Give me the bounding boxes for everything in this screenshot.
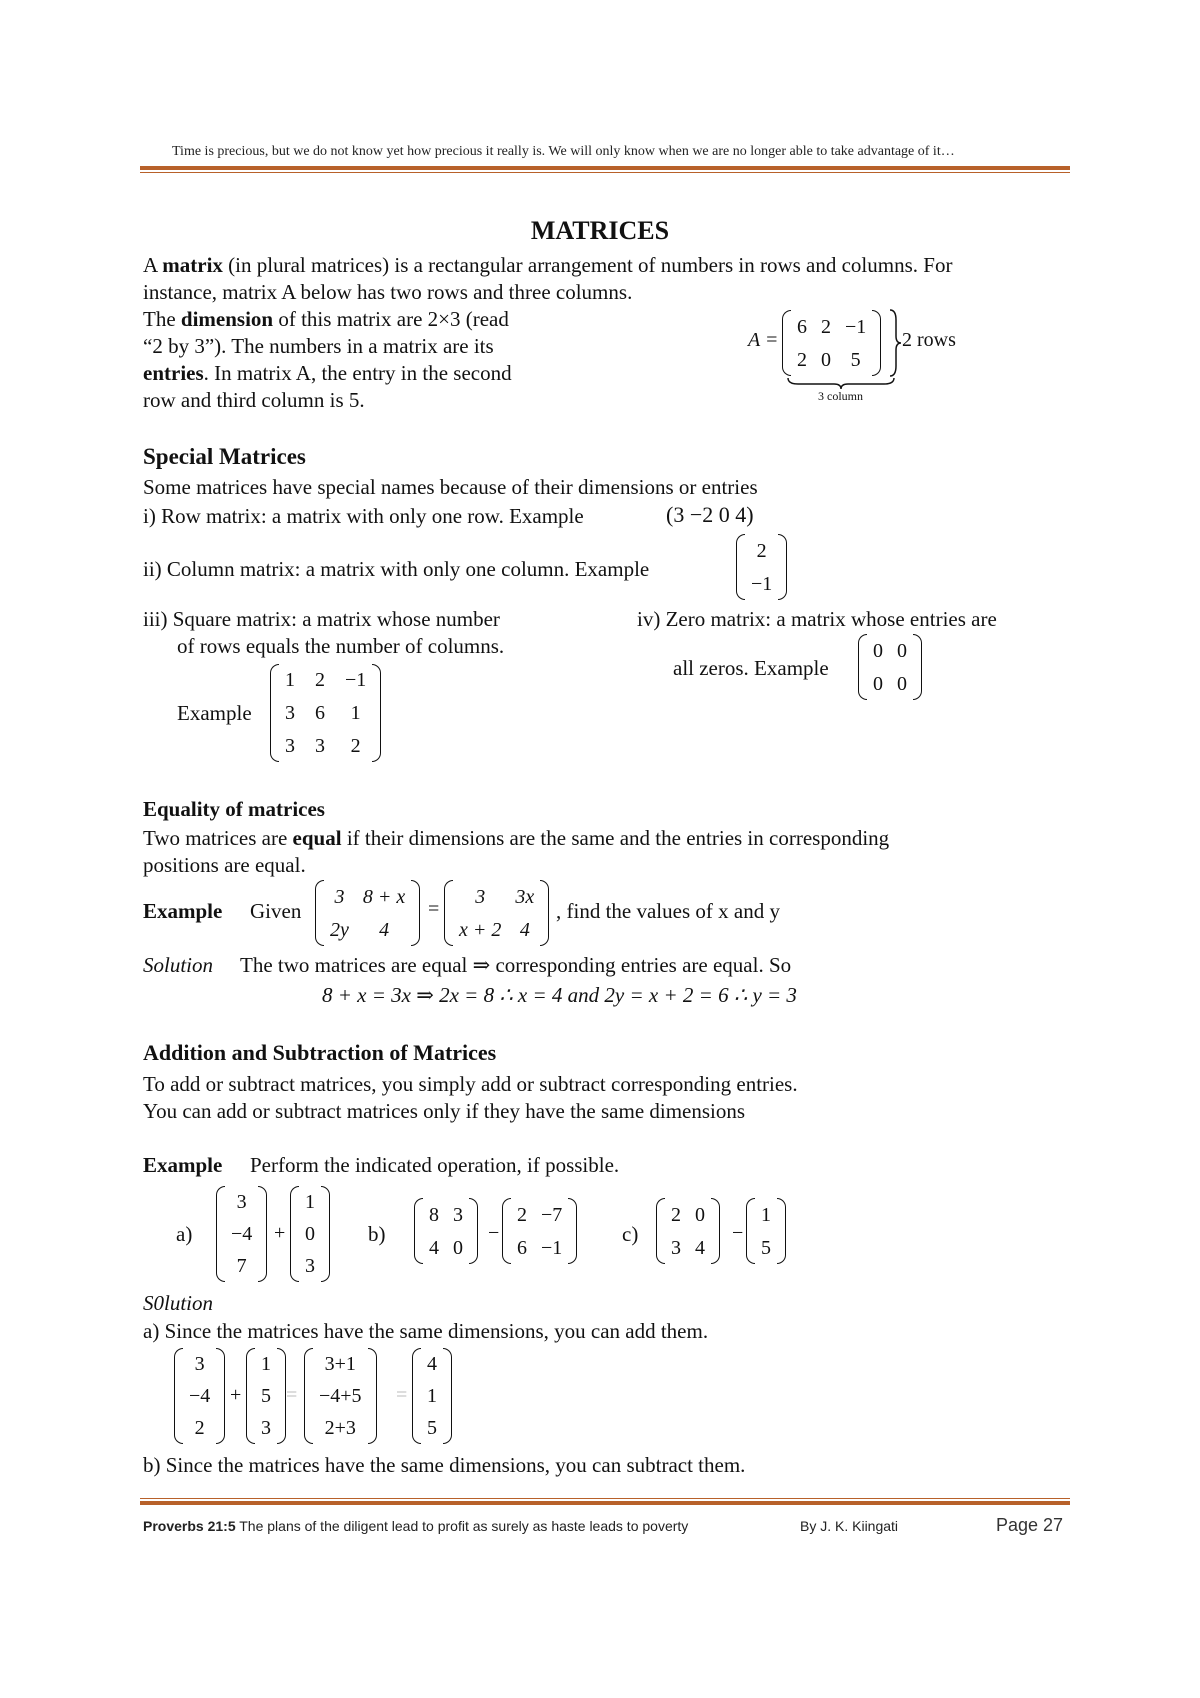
part-b-label: b)	[368, 1222, 386, 1246]
part-c-matrix-1: 2 0 3 4	[656, 1198, 720, 1264]
row-matrix-item: i) Row matrix: a matrix with only one row. Example	[143, 504, 584, 528]
intro-line-6: row and third column is 5.	[143, 388, 365, 412]
intro-line-1: A matrix (in plural matrices) is a rectangular arrangement of numbers in rows and columns. For	[143, 253, 953, 277]
special-line: Some matrices have special names because of their dimensions or entries	[143, 475, 758, 499]
addition-solution-label: S0lution	[143, 1291, 214, 1315]
solution-matrix-1: 3 −4 2	[174, 1348, 225, 1444]
intro-line-5: entries. In matrix A, the entry in the second	[143, 361, 512, 385]
header-rule	[140, 166, 1070, 170]
solution-matrix-3: 3+1 −4+5 2+3	[304, 1348, 377, 1444]
footer-author: By J. K. Kiingati	[800, 1518, 899, 1534]
part-a-label: a)	[176, 1222, 193, 1246]
zero-matrix-item-1: iv) Zero matrix: a matrix whose entries are	[637, 607, 997, 631]
part-a-matrix-1: 3 −4 7	[216, 1186, 267, 1282]
footer-reference: Proverbs 21:5 The plans of the diligent lead to profit as surely as haste leads to poverty	[143, 1518, 689, 1534]
solution-a-text: a) Since the matrices have the same dimensions, you can add them.	[143, 1319, 709, 1343]
equality-solution-text: The two matrices are equal ⇒ corresponding entries are equal. So	[240, 953, 792, 977]
equality-heading: Equality of matrices	[143, 797, 325, 821]
column-matrix-item: ii) Column matrix: a matrix with only one column. Example	[143, 557, 650, 581]
addition-example-text: Perform the indicated operation, if possible.	[250, 1153, 620, 1177]
matrix-a-label: A =	[748, 329, 779, 351]
addition-example-label: Example	[143, 1153, 223, 1177]
matrix-a: 6 2 −1 2 0 5	[782, 310, 881, 376]
footer-rule	[140, 1501, 1070, 1505]
equality-right-matrix: 3 3x x + 2 4	[444, 880, 549, 946]
rows-brace	[888, 308, 902, 378]
page-title: MATRICES	[530, 216, 670, 245]
columns-label: 3 column	[818, 389, 863, 403]
square-matrix-item-2: of rows equals the number of columns.	[177, 634, 505, 658]
equality-line-1: Two matrices are equal if their dimensions are the same and the entries in corresponding	[143, 826, 890, 850]
intro-line-3: The dimension of this matrix are 2×3 (read	[143, 307, 509, 331]
part-c-label: c)	[622, 1222, 639, 1246]
column-matrix-example: 2 −1	[736, 534, 787, 600]
header-quote: Time is precious, but we do not know yet how precious it really is. We will only know when we are no longer able to take advantage of it…	[172, 144, 955, 159]
equality-example-label: Example	[143, 899, 223, 923]
equality-find: , find the values of x and y	[556, 899, 780, 923]
row-matrix-example: (3 −2 0 4)	[666, 502, 754, 527]
page-number: Page 27	[996, 1515, 1064, 1535]
square-matrix-item-1: iii) Square matrix: a matrix whose number	[143, 607, 500, 631]
columns-brace	[786, 376, 896, 390]
equality-solution-math: 8 + x = 3x ⇒ 2x = 8 ∴ x = 4 and 2y = x + 2 = 6 ∴ y = 3	[322, 983, 797, 1007]
intro-line-4: “2 by 3”). The numbers in a matrix are its	[143, 334, 494, 358]
solution-matrix-4: 4 1 5	[412, 1348, 452, 1444]
square-matrix-example: 1 2 −1 3 6 1 3 3 2	[270, 664, 381, 762]
equality-solution-label: Solution	[143, 953, 214, 977]
zero-matrix-example: 0 0 0 0	[858, 634, 922, 700]
part-c-matrix-2: 1 5	[746, 1198, 786, 1264]
square-example-label: Example	[177, 701, 252, 725]
solution-matrix-2: 1 5 3	[246, 1348, 286, 1444]
part-b-minus: −	[488, 1222, 500, 1244]
part-a-matrix-2: 1 0 3	[290, 1186, 330, 1282]
intro-line-2: instance, matrix A below has two rows and three columns.	[143, 280, 633, 304]
solution-equals-2: =	[396, 1384, 408, 1406]
part-a-plus: +	[274, 1222, 286, 1244]
special-heading: Special Matrices	[143, 444, 306, 469]
zero-matrix-item-2: all zeros. Example	[673, 656, 829, 680]
part-c-minus: −	[732, 1222, 744, 1244]
solution-equals-1: =	[286, 1384, 298, 1406]
rows-label: 2 rows	[902, 329, 956, 351]
header-rule-thin	[140, 172, 1070, 173]
equals-sign: =	[428, 898, 440, 920]
addition-heading: Addition and Subtraction of Matrices	[143, 1040, 497, 1065]
addition-line-1: To add or subtract matrices, you simply add or subtract corresponding entries.	[143, 1072, 798, 1096]
equality-left-matrix: 3 8 + x 2y 4	[315, 880, 420, 946]
equality-line-2: positions are equal.	[143, 853, 306, 877]
solution-b-text: b) Since the matrices have the same dimensions, you can subtract them.	[143, 1453, 746, 1477]
equality-given: Given	[250, 899, 302, 923]
part-b-matrix-1: 8 3 4 0	[414, 1198, 478, 1264]
solution-plus: +	[230, 1384, 242, 1406]
part-b-matrix-2: 2 −7 6 −1	[502, 1198, 577, 1264]
addition-line-2: You can add or subtract matrices only if they have the same dimensions	[143, 1099, 746, 1123]
footer-rule-thin	[140, 1498, 1070, 1499]
